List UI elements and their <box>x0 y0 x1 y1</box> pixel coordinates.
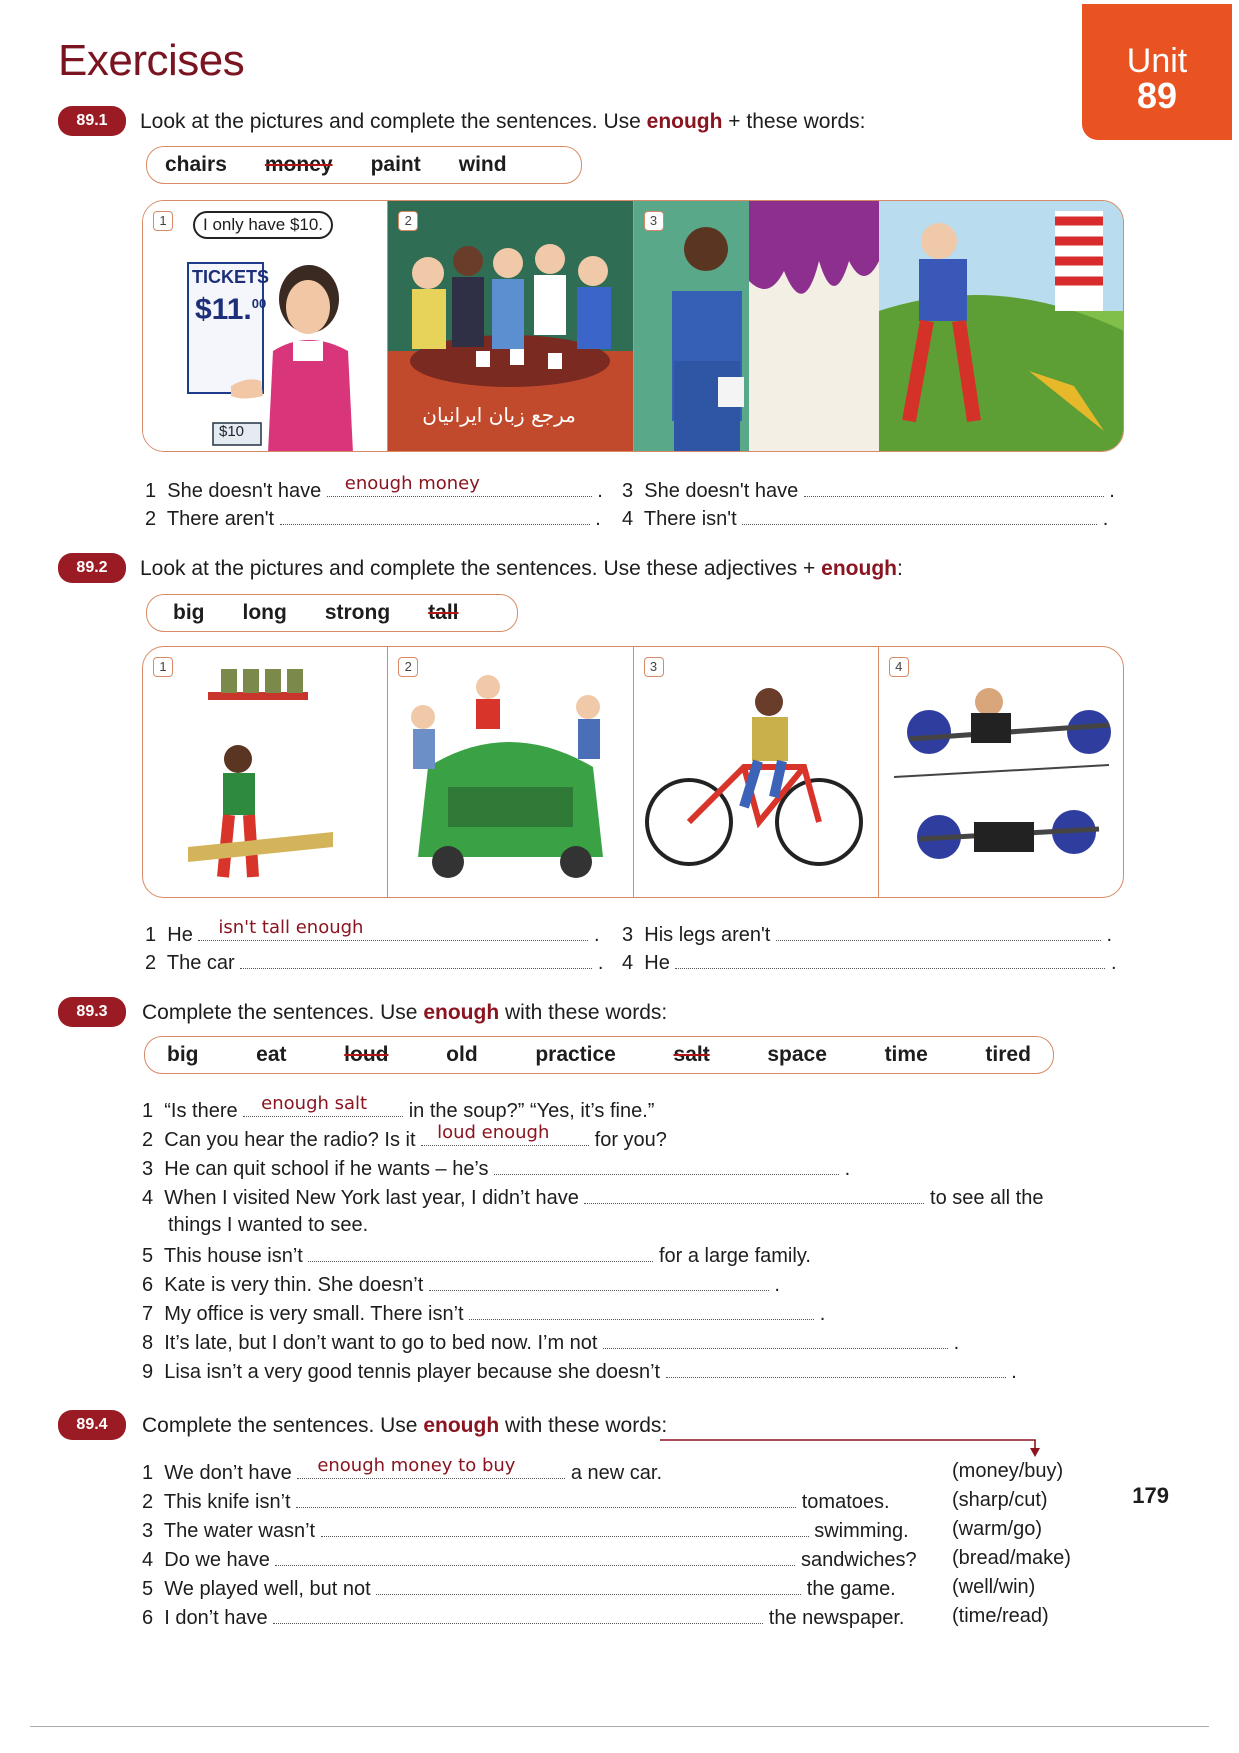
word-chip: big <box>167 1043 199 1066</box>
answer-blank[interactable] <box>273 1605 763 1624</box>
answer-blank[interactable] <box>243 1093 403 1117</box>
word-chip: big <box>173 601 205 624</box>
item-number: 5 <box>142 1245 154 1267</box>
unit-number: 89 <box>1136 75 1178 116</box>
word-chip: time <box>884 1043 928 1066</box>
sentence-1-2: 2 There aren't . <box>145 508 601 530</box>
item-number: 3 <box>142 1158 154 1180</box>
answer-blank[interactable] <box>275 1547 795 1566</box>
sentence-text: The water wasn’t <box>163 1520 316 1542</box>
word-chip-crossed: salt <box>673 1043 710 1066</box>
price-dollars: $11. <box>195 293 252 326</box>
picture-panel-2 <box>388 647 633 897</box>
picture-panel-2 <box>388 201 633 451</box>
answer-blank[interactable] <box>297 1455 565 1479</box>
instruction-text: Look at the pictures and complete the sentences. Use these adjectives + <box>140 557 822 580</box>
instruction-bold: enough <box>423 1414 500 1437</box>
page-title: Exercises <box>58 36 245 85</box>
exercise-number-89-1: 89.1 <box>58 106 126 136</box>
word-chip: practice <box>535 1043 616 1066</box>
instruction-bold: enough <box>821 557 897 580</box>
instruction-text: Complete the sentences. Use <box>142 1414 424 1437</box>
answer-blank[interactable] <box>603 1330 948 1349</box>
hint-5: (well/win) <box>952 1576 1036 1598</box>
word-chip-crossed: tall <box>428 601 459 624</box>
sentence-text: She doesn't have <box>167 480 322 502</box>
kite-boy-illustration <box>879 201 1124 452</box>
sentence-text: . <box>819 1303 826 1325</box>
answer-blank[interactable] <box>280 506 590 525</box>
exercise-number-89-3: 89.3 <box>58 997 126 1027</box>
item-number: 2 <box>145 508 157 530</box>
sentence-text: for a large family. <box>658 1245 811 1267</box>
sentence-4-3 <box>142 1518 909 1543</box>
answer-blank[interactable] <box>584 1185 924 1204</box>
sentence-text: We don’t have <box>164 1462 292 1484</box>
word-chip: chairs <box>165 153 227 176</box>
answer-blank[interactable] <box>421 1122 589 1146</box>
sentence-3-3 <box>142 1156 850 1181</box>
sentence-3-4 <box>142 1185 1043 1210</box>
sentence-text: She doesn't have <box>644 480 799 502</box>
sentence-text: sandwiches? <box>801 1549 917 1571</box>
answer-blank[interactable] <box>666 1359 1006 1378</box>
bottom-rule <box>30 1726 1209 1727</box>
sentence-text: This knife isn’t <box>163 1491 291 1513</box>
hint-2: (sharp/cut) <box>952 1489 1048 1511</box>
boy-big-bike-illustration <box>634 647 879 898</box>
picture-panel-3 <box>634 201 879 451</box>
sentence-text: the game. <box>806 1578 896 1600</box>
item-number: 2 <box>145 952 157 974</box>
painting-wall-illustration <box>634 201 879 452</box>
answer-blank[interactable] <box>776 922 1101 941</box>
answer-blank[interactable] <box>308 1243 653 1262</box>
sentence-text: Do we have <box>164 1549 270 1571</box>
sentence-4-6 <box>142 1605 904 1630</box>
word-chip: tired <box>985 1043 1031 1066</box>
sentence-text: tomatoes. <box>801 1491 890 1513</box>
sentence-2-1: 1 He isn't tall enough . <box>145 917 600 946</box>
sentence-2-2: 2 The car . <box>145 952 604 974</box>
sentence-3-8 <box>142 1330 959 1355</box>
item-number: 3 <box>622 924 634 946</box>
picture-panel-1 <box>143 647 388 897</box>
answer-blank[interactable] <box>240 950 592 969</box>
picture-row-2 <box>142 646 1124 898</box>
item-number: 9 <box>142 1361 154 1383</box>
exercise-2-instruction <box>140 557 903 581</box>
sentence-text: . <box>1011 1361 1017 1383</box>
sentence-text: . <box>844 1158 851 1180</box>
sentence-text: . <box>774 1274 780 1296</box>
sentence-text: “Is there <box>164 1100 238 1122</box>
sentence-text: swimming. <box>814 1520 909 1542</box>
item-number: 4 <box>142 1549 154 1571</box>
crowded-car-illustration <box>388 647 633 898</box>
picture-panel-4 <box>879 201 1123 451</box>
sentence-3-9 <box>142 1359 1017 1384</box>
answer-text: enough money to buy <box>317 1455 516 1476</box>
sentence-4-5 <box>142 1576 896 1601</box>
answer-text: loud enough <box>437 1122 550 1143</box>
exercise-number-89-2: 89.2 <box>58 553 126 583</box>
answer-blank[interactable] <box>742 506 1097 525</box>
answer-blank[interactable] <box>327 473 592 497</box>
word-chip-crossed: money <box>264 153 333 176</box>
word-chip: old <box>446 1043 478 1066</box>
instruction-text: Look at the pictures and complete the sentences. Use <box>140 110 647 133</box>
sentence-text: We played well, but not <box>164 1578 371 1600</box>
watermark-text: مرجع زبان ایرانیان <box>422 403 576 427</box>
hint-4: (bread/make) <box>952 1547 1071 1569</box>
item-number: 5 <box>142 1578 154 1600</box>
sentence-3-1 <box>142 1093 655 1123</box>
word-chip: paint <box>370 153 421 176</box>
sentence-text: He can quit school if he wants – he’s <box>164 1158 489 1180</box>
sentence-3-7 <box>142 1301 825 1326</box>
sentence-text: When I visited New York last year, I didn’t have <box>164 1187 579 1209</box>
unit-tab <box>1082 4 1232 140</box>
item-number: 6 <box>142 1274 154 1296</box>
panel-number: 2 <box>398 657 418 677</box>
item-number: 4 <box>142 1187 154 1209</box>
sentence-4-2 <box>142 1489 890 1514</box>
word-chip: strong <box>324 601 391 624</box>
item-number: 1 <box>145 924 157 946</box>
weightlifter-illustration <box>879 647 1124 898</box>
answer-blank[interactable] <box>675 950 1105 969</box>
sentence-3-6 <box>142 1272 780 1297</box>
picture-panel-1 <box>143 201 388 451</box>
answer-blank[interactable] <box>469 1301 814 1320</box>
panel-number: 1 <box>153 211 173 231</box>
item-number: 1 <box>142 1462 154 1484</box>
sentence-text: to see all the <box>930 1187 1044 1209</box>
word-chip: eat <box>256 1043 287 1066</box>
sentence-text: My office is very small. There isn’t <box>164 1303 464 1325</box>
sentence-text: The car <box>166 952 235 974</box>
sentence-text: It’s late, but I don’t want to go to bed now. I’m not <box>164 1332 598 1354</box>
arrow-annotation <box>660 1428 1050 1458</box>
word-box-3 <box>144 1036 1054 1074</box>
answer-text: enough salt <box>261 1093 368 1114</box>
panel-number: 2 <box>398 211 418 231</box>
answer-blank[interactable] <box>494 1156 839 1175</box>
answer-text: isn't tall enough <box>218 917 364 938</box>
item-number: 2 <box>142 1491 154 1513</box>
sentence-text: in the soup?” “Yes, it’s fine.” <box>408 1100 655 1122</box>
sentence-text: Can you hear the radio? Is it <box>164 1129 416 1151</box>
answer-blank[interactable] <box>198 917 588 941</box>
word-chip-crossed: loud <box>344 1043 389 1066</box>
picture-panel-3 <box>634 647 879 897</box>
instruction-text: Complete the sentences. Use <box>142 1001 424 1024</box>
word-chip: long <box>242 601 287 624</box>
sentence-4-1 <box>142 1455 663 1485</box>
instruction-bold: enough <box>646 110 723 133</box>
item-number: 1 <box>145 480 157 502</box>
answer-blank[interactable] <box>296 1489 796 1508</box>
panel-number: 3 <box>644 211 664 231</box>
sentence-text: His legs aren't <box>644 924 771 946</box>
sentence-text: There isn't <box>643 508 737 530</box>
hint-3: (warm/go) <box>952 1518 1043 1540</box>
price-cents: 00 <box>251 296 267 311</box>
sentence-text: a new car. <box>570 1462 663 1484</box>
answer-text: enough money <box>344 473 480 494</box>
page-number: 179 <box>1132 1483 1169 1508</box>
answer-blank[interactable] <box>429 1272 769 1291</box>
instruction-text: with these words: <box>499 1414 668 1437</box>
panel-number: 4 <box>889 657 909 677</box>
item-number: 6 <box>142 1607 154 1629</box>
instruction-text: + these words: <box>722 110 866 133</box>
sentence-text: I don’t have <box>164 1607 268 1629</box>
sentence-1-1: 1 She doesn't have enough money . <box>145 473 603 502</box>
picture-panel-4 <box>879 647 1123 897</box>
instruction-text: : <box>897 557 903 580</box>
answer-blank[interactable] <box>804 478 1104 497</box>
sentence-2-4: 4 He . <box>622 952 1117 974</box>
answer-blank[interactable] <box>376 1576 801 1595</box>
sentence-3-4-continued: things I wanted to see. <box>168 1214 369 1236</box>
word-box-2 <box>146 594 518 632</box>
instruction-bold: enough <box>423 1001 500 1024</box>
sentence-text: . <box>953 1332 960 1354</box>
panel-number: 3 <box>644 657 664 677</box>
sentence-text: There aren't <box>166 508 275 530</box>
item-number: 4 <box>622 952 634 974</box>
sentence-3-5 <box>142 1243 811 1268</box>
sentence-text: He <box>167 924 193 946</box>
boy-reaching-shelf-illustration <box>143 647 383 898</box>
item-number: 8 <box>142 1332 154 1354</box>
speech-bubble: I only have $10. <box>193 211 333 239</box>
item-number: 3 <box>622 480 634 502</box>
item-number: 2 <box>142 1129 154 1151</box>
sentence-1-3: 3 She doesn't have . <box>622 480 1115 502</box>
sentence-2-3: 3 His legs aren't . <box>622 924 1113 946</box>
sentence-text: Lisa isn’t a very good tennis player because she doesn’t <box>164 1361 661 1383</box>
sentence-4-4 <box>142 1547 917 1572</box>
unit-label: Unit <box>1126 42 1188 80</box>
word-chip: wind <box>458 153 507 176</box>
exercise-3-instruction <box>142 1001 667 1025</box>
tickets-price <box>195 293 266 327</box>
exercise-number-89-4: 89.4 <box>58 1410 126 1440</box>
exercise-4-instruction <box>142 1414 667 1438</box>
item-number: 7 <box>142 1303 154 1325</box>
tickets-label: TICKETS <box>192 267 270 287</box>
sentence-1-4: 4 There isn't . <box>622 508 1109 530</box>
answer-blank[interactable] <box>321 1518 809 1537</box>
item-number: 4 <box>622 508 634 530</box>
sentence-3-2 <box>142 1122 667 1152</box>
sentence-text: Kate is very thin. She doesn’t <box>164 1274 424 1296</box>
item-number: 3 <box>142 1520 154 1542</box>
hint-1: (money/buy) <box>952 1460 1064 1482</box>
word-chip: space <box>767 1043 827 1066</box>
picture-row-1 <box>142 200 1124 452</box>
word-box-1 <box>146 146 582 184</box>
sentence-text: This house isn’t <box>163 1245 303 1267</box>
instruction-text: with these words: <box>499 1001 668 1024</box>
exercise-1-instruction <box>140 110 865 134</box>
bill-label: $10 <box>219 423 245 440</box>
item-number: 1 <box>142 1100 154 1122</box>
sentence-text: for you? <box>594 1129 667 1151</box>
panel-number: 1 <box>153 657 173 677</box>
sentence-text: He <box>644 952 670 974</box>
hint-6: (time/read) <box>952 1605 1049 1627</box>
sentence-text: the newspaper. <box>768 1607 905 1629</box>
